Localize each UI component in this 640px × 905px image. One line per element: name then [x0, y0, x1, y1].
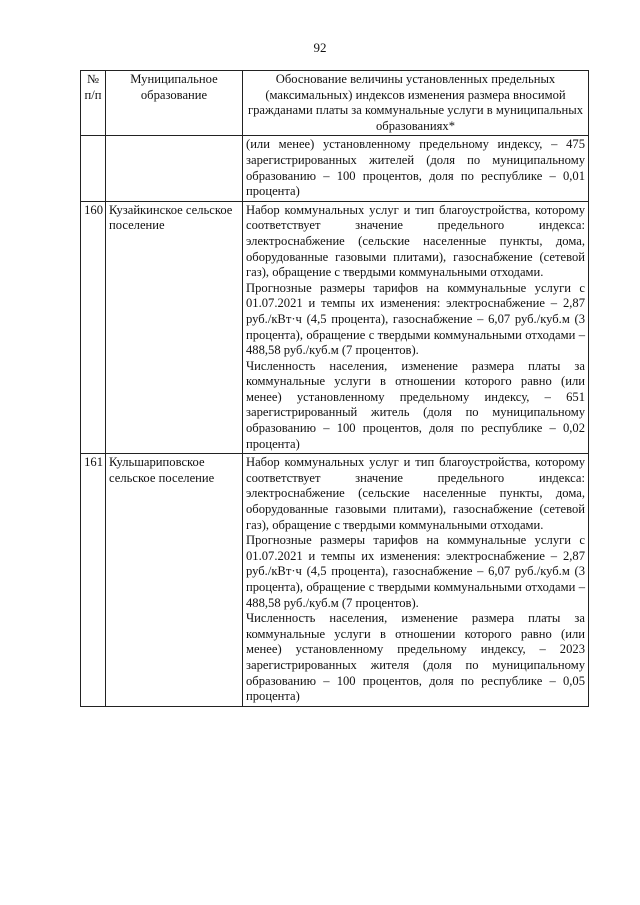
row-number: 161 — [81, 454, 106, 707]
justification-paragraph: Численность населения, изменение размера платы за коммунальные услуги в отношении которого равно (или менее) установленному предельному индексу, – 2023 зарегистрированных жителя (доля по муниципальному образованию – 100 процентов, доля по республике – 0,05 процента) — [246, 611, 585, 704]
table-header-row — [81, 71, 589, 136]
row-justification — [243, 201, 589, 454]
header-justification: Обоснование величины установленных предельных (максимальных) индексов изменения размера вносимой гражданами платы за коммунальные услуги в муниципальных образованиях* — [243, 71, 589, 136]
row-justification — [243, 454, 589, 707]
header-municipality: Муниципальное образование — [106, 71, 243, 136]
row-municipality: Кузайкинское сельское поселение — [106, 201, 243, 454]
row-number: 160 — [81, 201, 106, 454]
row-number — [81, 136, 106, 201]
justification-paragraph: Набор коммунальных услуг и тип благоустройства, которому соответствует значение предельного индекса: электроснабжение (сельские населенные пункты, дома, оборудованные газовыми плитами), газоснабжение (сетевой газ), обращение с твердыми коммунальными отходами. — [246, 455, 585, 532]
table-row — [81, 454, 589, 707]
justification-paragraph: Численность населения, изменение размера платы за коммунальные услуги в отношении которого равно (или менее) установленному предельному индексу, – 651 зарегистрированный житель (доля по муниципальному образованию – 100 процентов, доля по республике – 0,02 процента) — [246, 358, 585, 451]
table-row — [81, 201, 589, 454]
row-justification — [243, 136, 589, 201]
header-number: № п/п — [81, 71, 106, 136]
table-row — [81, 136, 589, 201]
justification-paragraph: Набор коммунальных услуг и тип благоустройства, которому соответствует значение предельного индекса: электроснабжение (сельские населенные пункты, дома, оборудованные газовыми плитами), газоснабжение (сетевой газ), обращение с твердыми коммунальными отходами. — [246, 202, 585, 280]
utilities-index-table — [80, 70, 589, 707]
justification-paragraph: Прогнозные размеры тарифов на коммунальные услуги с 01.07.2021 и темпы их изменения: электроснабжение – 2,87 руб./кВт·ч (4,5 процента), газоснабжение – 6,07 руб./куб.м (3 процента), обращение с твердыми коммунальными отходами – 488,58 руб./куб.м (7 процентов). — [246, 533, 585, 610]
row-municipality: Кульшариповское сельское поселение — [106, 454, 243, 707]
page-number: 92 — [313, 40, 327, 55]
justification-paragraph: Прогнозные размеры тарифов на коммунальные услуги с 01.07.2021 и темпы их изменения: электроснабжение – 2,87 руб./кВт·ч (4,5 процента), газоснабжение – 6,07 руб./куб.м (3 процента), обращение с твердыми коммунальными отходами – 488,58 руб./куб.м (7 процентов). — [246, 280, 585, 358]
justification-paragraph: (или менее) установленному предельному индексу, – 475 зарегистрированных жителей (доля по муниципальному образованию – 100 процентов, доля по республике – 0,01 процента) — [246, 137, 585, 199]
row-municipality — [106, 136, 243, 201]
